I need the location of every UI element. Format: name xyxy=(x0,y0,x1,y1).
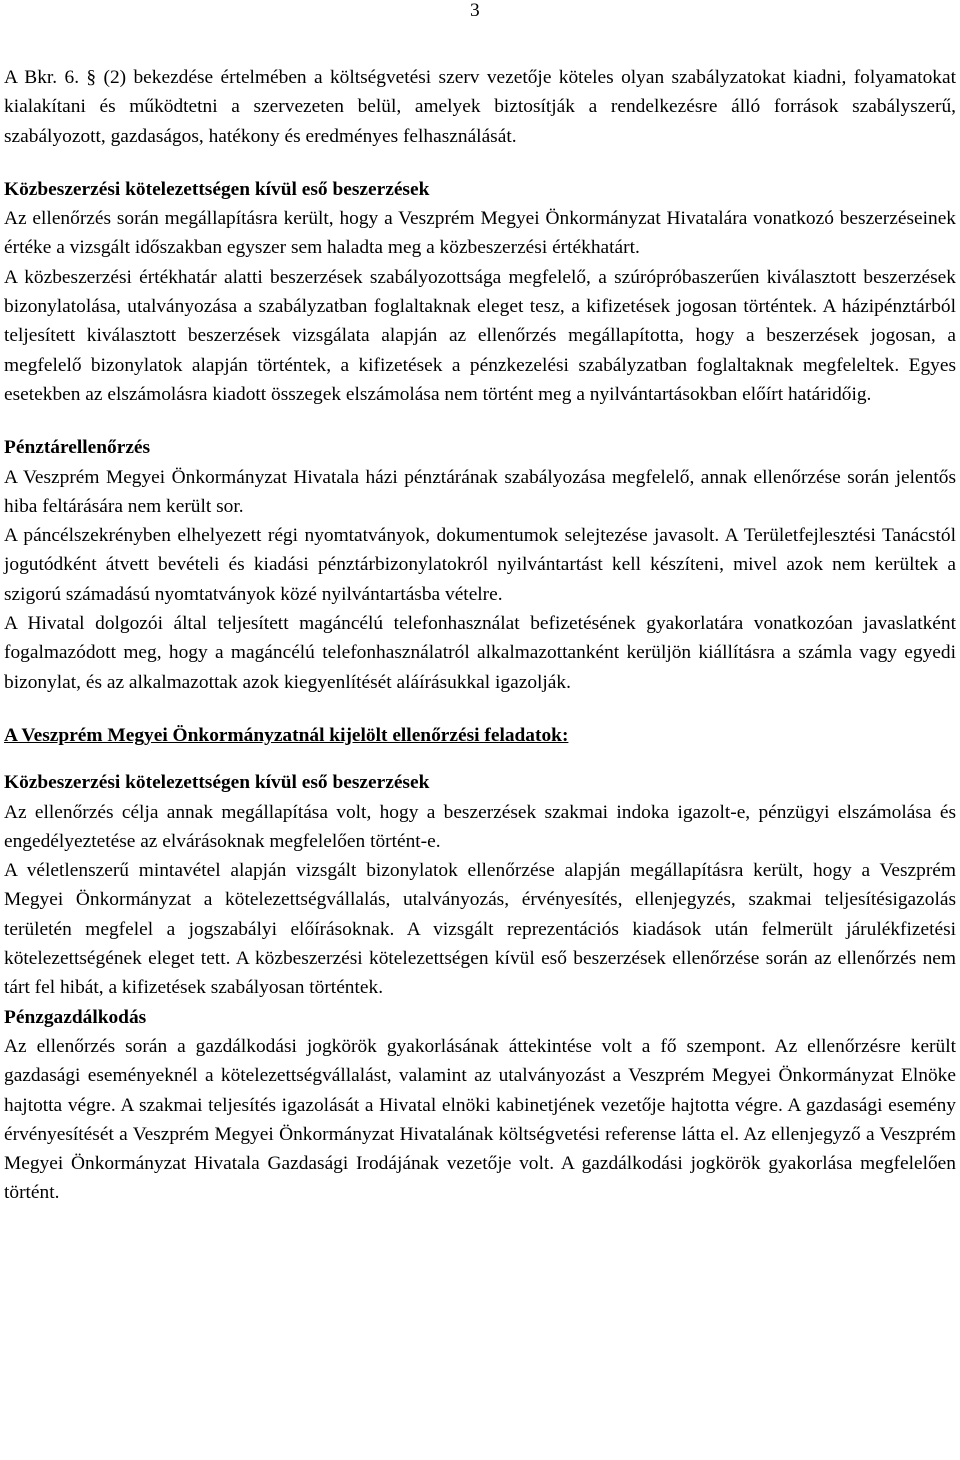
document-body xyxy=(4,63,956,1208)
paragraph-mintavetel: A véletlenszerű mintavétel alapján vizsgált bizonylatok ellenőrzése alapján megállapításra került, hogy a Veszprém Megyei Önkormányzat a kötelezettségvállalás, utalványozás, érvényesítés, ellenjegyzés, szakmai teljesítésigazolás területén megfelel a jogszabályi előírásoknak. A vizsgált reprezentációs kiadások után felmerült járulékfizetési kötelezettségének eleget tett. A közbeszerzési kötelezettségen kívül eső beszerzések ellenőrzése során az ellenőrzés nem tárt fel hibát, a kifizetések szabályosan történtek. xyxy=(4,860,956,999)
spacer xyxy=(4,151,956,175)
heading-penzgazdalkodas: Pénzgazdálkodás xyxy=(4,1006,147,1028)
section-title-kijelolt-feladatok: A Veszprém Megyei Önkormányzatnál kijelölt ellenőrzési feladatok: xyxy=(4,724,569,746)
heading-penztarellenorzes: Pénztárellenőrzés xyxy=(4,437,151,459)
spacer xyxy=(4,750,956,768)
paragraph-telefonhasznalat: A Hivatal dolgozói által teljesített magáncélú telefonhasználat befizetésének gyakorlatára vonatkozóan javaslatként fogalmazódott meg, hogy a magáncélú telefonhasználatról alkalmazottanként kerüljön kiállításra a számla vagy egyedi bizonylat, és az alkalmazottak azok kiegyenlítését aláírásukkal igazolják. xyxy=(4,613,956,693)
paragraph-hazi-penztar: A Veszprém Megyei Önkormányzat Hivatala házi pénztárának szabályozása megfelelő, annak ellenőrzése során jelentős hiba feltárására nem került sor. xyxy=(4,466,956,517)
paragraph-bkr-intro: A Bkr. 6. § (2) bekezdése értelmében a költségvetési szerv vezetője köteles olyan szabályzatokat kiadni, folyamatokat kialakítani és működtetni a szervezeten belül, amelyek biztosítják a rendelkezésre álló források szabályszerű, szabályozott, gazdaságos, hatékony és eredményes felhasználását. xyxy=(4,67,956,147)
heading-kozbeszerzes-1: Közbeszerzési kötelezettségen kívül eső beszerzések xyxy=(4,178,430,200)
paragraph-gazdalkodasi-jogkorok: Az ellenőrzés során a gazdálkodási jogkörök gyakorlásának áttekintése volt a fő szempont. Az ellenőrzésre került gazdasági eseményeknél a kötelezettségvállalást, valamint az utalványozást a Veszprém Megyei Önkormányzat Elnöke hajtotta végre. A szakmai teljesítés igazolását a Hivatal elnöki kabinetjének vezetője hajtotta végre. A gazdasági esemény érvényesítését a Veszprém Megyei Önkormányzat Hivatalának költségvetési referense látta el. Az ellenjegyző a Veszprém Megyei Önkormányzat Hivatala Gazdasági Irodájának vezetője volt. A gazdálkodási jogkörök gyakorlása megfelelően történt. xyxy=(4,1035,956,1204)
spacer xyxy=(4,409,956,433)
paragraph-beszerzesek-szabalyozottsaga: A közbeszerzési értékhatár alatti beszerzések szabályozottsága megfelelő, a szúrópróbaszerűen kiválasztott beszerzések bizonylatolása, utalványozása a szabályzatban foglaltaknak eleget tesz, a kifizetések jogosan történtek. A házipénztárból teljesített kiválasztott beszerzések vizsgálata alapján az ellenőrzés megállapította, hogy a beszerzések jogosan, a megfelelő bizonylatok alapján történtek, a kifizetések a pénzkezelési szabályzatban foglaltaknak megfeleltek. Egyes esetekben az elszámolásra kiadott összegek elszámolása nem történt meg a nyilvántartásokban előírt határidőig. xyxy=(4,266,956,405)
paragraph-pancelszekreny: A páncélszekrényben elhelyezett régi nyomtatványok, dokumentumok selejtezése javasolt. A Területfejlesztési Tanácstól jogutódként átvett bevételi és kiadási pénztárbizonylatokról nyilvántartást kell készíteni, mivel azok nem kerültek a szigorú számadású nyomtatványok közé nyilvántartásba vételre. xyxy=(4,525,956,605)
paragraph-ertekhatar: Az ellenőrzés során megállapításra került, hogy a Veszprém Megyei Önkormányzat Hivatalára vonatkozó beszerzéseinek értéke a vizsgált időszakban egyszer sem haladta meg a közbeszerzési értékhatárt. xyxy=(4,208,956,259)
heading-kozbeszerzes-2: Közbeszerzési kötelezettségen kívül eső beszerzések xyxy=(4,772,430,794)
paragraph-ellenorzes-celja: Az ellenőrzés célja annak megállapítása volt, hogy a beszerzések szakmai indoka igazolt-e, pénzügyi elszámolása és engedélyeztetése az elvárásoknak megfelelően történt-e. xyxy=(4,801,956,852)
page-number: 3 xyxy=(470,0,480,21)
spacer xyxy=(4,697,956,721)
